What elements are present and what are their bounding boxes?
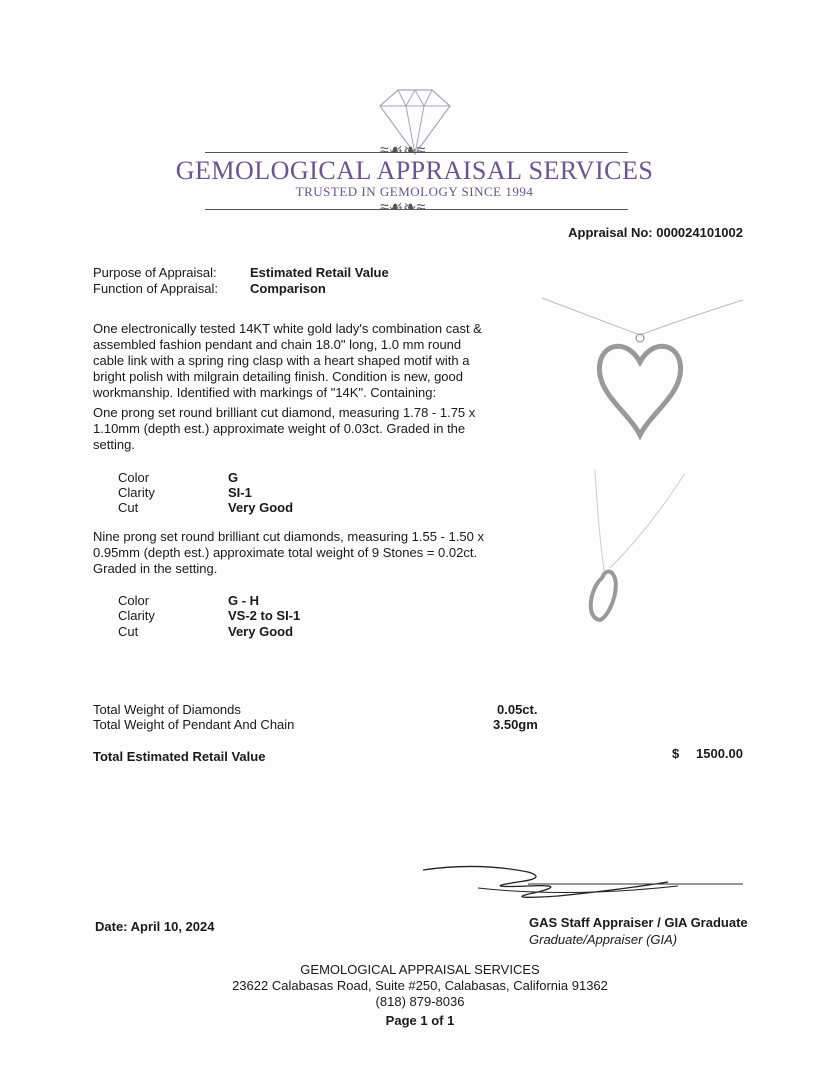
- grade-label: Color: [118, 470, 150, 485]
- purpose-label: Purpose of Appraisal:: [93, 265, 217, 280]
- total-weight-label: Total Weight of Pendant And Chain: [93, 717, 295, 732]
- total-diamonds-label: Total Weight of Diamonds: [93, 702, 241, 717]
- tagline: TRUSTED IN GEMOLOGY SINCE 1994: [295, 184, 534, 199]
- grade-value: G - H: [228, 593, 260, 608]
- grade-value: SI-1: [228, 485, 252, 500]
- currency-symbol: $: [672, 746, 680, 761]
- footer-address: 23622 Calabasas Road, Suite #250, Calabasas, California 91362: [232, 978, 608, 993]
- grade-label: Cut: [118, 624, 139, 639]
- footer-phone: (818) 879-8036: [375, 994, 465, 1009]
- signer-title: GAS Staff Appraiser / GIA Graduate: [529, 915, 748, 930]
- grade-label: Color: [118, 593, 150, 608]
- pendant-photo-side: [580, 468, 700, 628]
- appraisal-date: Date: April 10, 2024: [95, 919, 215, 934]
- grade-label: Cut: [118, 500, 139, 515]
- function-value: Comparison: [250, 281, 326, 296]
- footer-company: GEMOLOGICAL APPRAISAL SERVICES: [300, 962, 540, 977]
- grade-label: Clarity: [118, 608, 155, 623]
- function-label: Function of Appraisal:: [93, 281, 219, 296]
- grade-label: Clarity: [118, 485, 155, 500]
- total-weight-value: 3.50gm: [493, 717, 538, 732]
- grade-value: Very Good: [228, 500, 294, 515]
- grade-value: VS-2 to SI-1: [228, 608, 301, 623]
- purpose-value: Estimated Retail Value: [250, 265, 389, 280]
- total-diamonds-value: 0.05ct.: [497, 702, 538, 717]
- item-description: One electronically tested 14KT white gold lady's combination cast & assembled fashion pendant and chain 18.0" long, 1.0 mm round cable link with a spring ring clasp with a heart shaped motif with a bright polish with milgrain detailing finish. Condition is new, good workmanship. Identified with markings of "14K". Containing:: [93, 321, 482, 400]
- grade-value: G: [228, 470, 239, 485]
- signature: [418, 860, 748, 905]
- appraisal-number: Appraisal No: 000024101002: [568, 225, 743, 240]
- retail-value-label: Total Estimated Retail Value: [93, 749, 266, 764]
- signer-subtitle: Graduate/Appraiser (GIA): [529, 932, 678, 947]
- company-name: GEMOLOGICAL APPRAISAL SERVICES: [175, 156, 654, 185]
- page-number: Page 1 of 1: [385, 1013, 455, 1028]
- flourish-icon: ≈☙❧≈: [380, 199, 426, 216]
- flourish-icon: ≈☙❧≈: [380, 142, 426, 159]
- stone2-description: Nine prong set round brilliant cut diamonds, measuring 1.55 - 1.50 x 0.95mm (depth est.) approximate total weight of 9 Stones = 0.02ct. Graded in the setting.: [93, 529, 484, 576]
- grade-value: Very Good: [228, 624, 294, 639]
- pendant-photo-front: [540, 290, 745, 440]
- retail-value: 1500.00: [696, 746, 743, 761]
- stone1-description: One prong set round brilliant cut diamond, measuring 1.78 - 1.75 x 1.10mm (depth est.) approximate weight of 0.03ct. Graded in the setting.: [93, 405, 476, 452]
